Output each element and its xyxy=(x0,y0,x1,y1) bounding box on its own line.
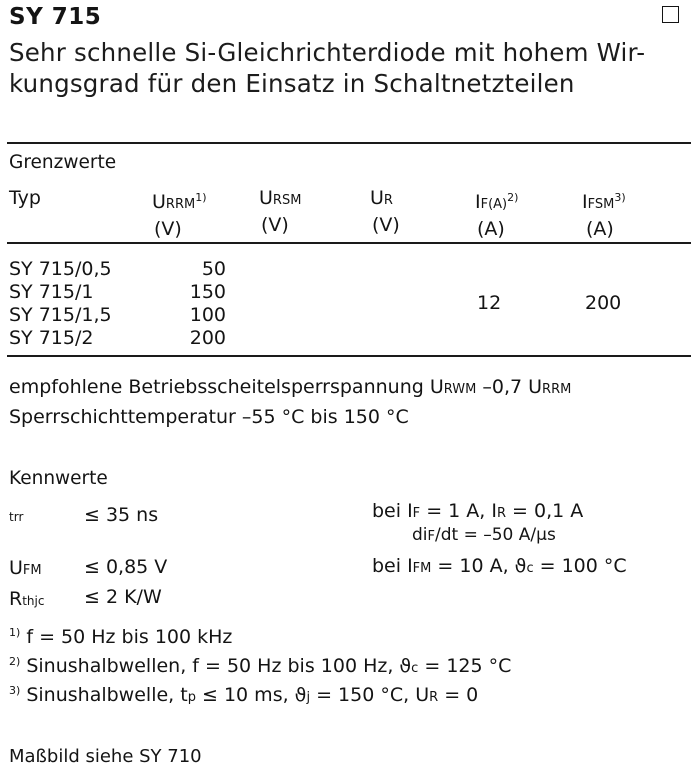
col-ifsm: IFSM$^{3)}$ (A) xyxy=(582,191,626,240)
trr-symbol: trr xyxy=(9,510,24,524)
subtitle-line-1: Sehr schnelle Si-Gleichrichterdiode mit hohem Wir- xyxy=(9,38,646,67)
table-row xyxy=(9,258,112,350)
trr-condition-2: diF/dt = –50 A/µs xyxy=(412,525,556,545)
recommended-voltage-note: empfohlene Betriebsscheitelsperrspannung URWM –0,7 URRM xyxy=(9,376,572,398)
ufm-value: ≤ 0,85 V xyxy=(84,556,168,578)
subtitle-line-2: kungsgrad für den Einsatz in Schaltnetzteilen xyxy=(9,69,575,98)
trr-condition-1: bei IF = 1 A, IR = 0,1 A xyxy=(372,500,584,522)
typ-cell: SY 715/1 xyxy=(9,281,94,303)
urrm-cell: 100 xyxy=(189,304,226,326)
ufm-condition: bei IFM = 10 A, ϑc = 100 °C xyxy=(372,555,627,577)
urrm-cell: 200 xyxy=(189,327,226,349)
ifsm-value: 200 xyxy=(585,292,622,314)
grenzwerte-heading: Grenzwerte xyxy=(9,152,117,173)
footnote-1: $^{1)}$ f = 50 Hz bis 100 kHz xyxy=(9,626,233,648)
ufm-symbol: UFM xyxy=(9,557,42,579)
table-bottom-divider xyxy=(7,355,691,357)
col-ursm: URSM (V) xyxy=(259,187,302,236)
typ-cell: SY 715/0,5 xyxy=(9,258,112,280)
trr-value: ≤ 35 ns xyxy=(84,504,159,526)
rthjc-symbol: Rthjc xyxy=(9,588,45,610)
dimension-reference: Maßbild siehe SY 710 xyxy=(9,746,202,767)
footnote-3: $^{3)}$ Sinushalbwelle, tp ≤ 10 ms, ϑj = 150 °C, UR = 0 xyxy=(9,684,479,706)
subtitle xyxy=(9,37,645,99)
col-ur: UR (V) xyxy=(370,187,400,236)
urrm-cell: 150 xyxy=(189,281,226,303)
table-header-divider xyxy=(7,242,691,244)
footnote-2: $^{2)}$ Sinushalbwellen, f = 50 Hz bis 100 Hz, ϑc = 125 °C xyxy=(9,655,512,677)
typ-cell: SY 715/1,5 xyxy=(9,304,112,326)
kennwerte-heading: Kennwerte xyxy=(9,468,108,489)
page-title: SY 715 xyxy=(9,4,102,30)
col-if: $IF(A)^{2)}$ (A) xyxy=(475,191,519,240)
if-value: 12 xyxy=(477,292,502,314)
col-urrm: URRM$^{1)}$ (V) xyxy=(152,191,207,240)
col-typ: Typ xyxy=(9,187,41,209)
rthjc-value: ≤ 2 K/W xyxy=(84,586,162,608)
urrm-values xyxy=(170,258,226,350)
header-divider xyxy=(7,142,691,144)
typ-cell: SY 715/2 xyxy=(9,327,94,349)
junction-temperature-note: Sperrschichttemperatur –55 °C bis 150 °C xyxy=(9,406,409,428)
checkbox[interactable] xyxy=(662,6,679,23)
urrm-cell: 50 xyxy=(201,258,226,280)
